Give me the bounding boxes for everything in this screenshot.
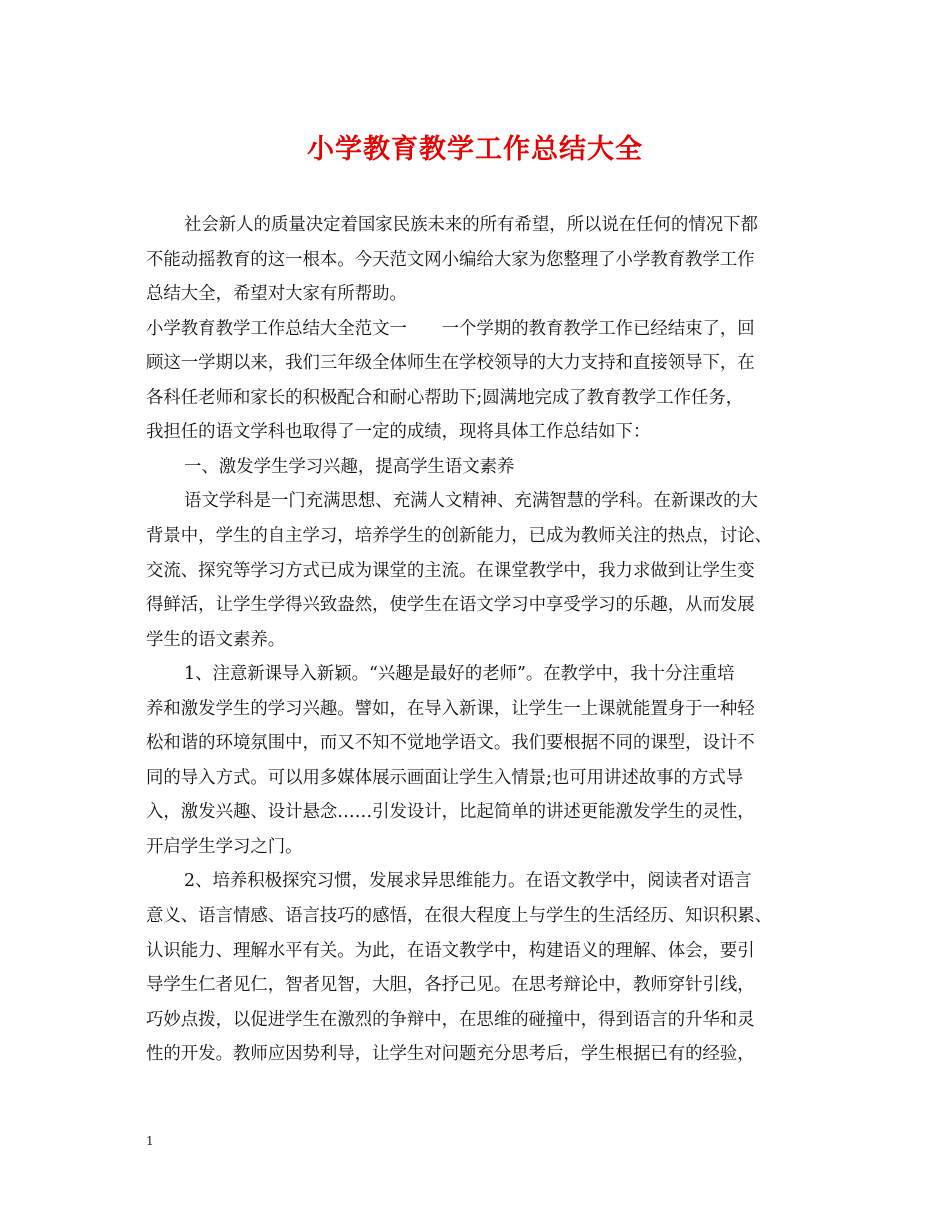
body-text-line: 养和激发学生的学习兴趣。譬如，在导入新课，让学生一上课就能置身于一种轻 [146,698,755,719]
body-text-line: 巧妙点拨，以促进学生在激烈的争辩中，在思维的碰撞中，得到语言的升华和灵 [146,1009,755,1030]
body-text-line: 1、注意新课导入新颖。“兴趣是最好的老师”。在教学中，我十分注重培 [184,664,735,685]
body-text-line: 得鲜活，让学生学得兴致盎然，使学生在语文学习中享受学习的乐趣，从而发展 [146,595,755,615]
body-text-line: 性的开发。教师应因势利导，让学生对问题充分思考后，学生根据已有的经验， [146,1044,755,1065]
body-text-line: 各科任老师和家长的积极配合和耐心帮助下;圆满地完成了教育教学工作任务， [146,387,744,408]
body-text-line: 顾这一学期以来，我们三年级全体师生在学校领导的大力支持和直接领导下，在 [146,353,755,374]
document-title: 小学教育教学工作总结大全 [307,134,643,165]
body-text-line: 社会新人的质量决定着国家民族未来的所有希望，所以说在任何的情况下都 [184,215,758,235]
body-text-line: 我担任的语文学科也取得了一定的成绩，现将具体工作总结如下： [146,422,651,443]
body-text-line: 学生的语文素养。 [146,629,286,650]
body-text-line: 2、培养积极探究习惯，发展求异思维能力。在语文教学中，阅读者对语言 [184,871,752,892]
body-text-line: 语文学科是一门充满思想、充满人文精神、充满智慧的学科。在新课改的大 [184,491,758,512]
body-text-line: 小学教育教学工作总结大全范文一 一个学期的教育教学工作已经结束了，回 [146,318,755,339]
body-text-line: 交流、探究等学习方式已成为课堂的主流。在课堂教学中，我力求做到让学生变 [146,560,755,581]
body-text-line: 一、激发学生学习兴趣，提高学生语文素养 [184,456,515,477]
body-text-line: 导学生仁者见仁，智者见智，大胆，各抒己见。在思考辩论中，教师穿针引线， [146,975,755,996]
body-text-line: 同的导入方式。可以用多媒体展示画面让学生入情景;也可用讲述故事的方式导 [146,767,744,788]
page-number: 1 [146,1134,154,1148]
body-text-line: 松和谐的环境氛围中，而又不知不觉地学语文。我们要根据不同的课型，设计不 [146,733,755,754]
body-text-line: 背景中，学生的自主学习，培养学生的创新能力，已成为教师关注的热点，讨论、 [146,526,773,546]
body-text-line: 开启学生学习之门。 [146,836,303,857]
body-text-line: 认识能力、理解水平有关。为此，在语文教学中，构建语义的理解、体会，要引 [146,940,755,961]
body-text-line: 总结大全，希望对大家有所帮助。 [146,284,407,305]
body-text-line: 意义、语言情感、语言技巧的感悟，在很大程度上与学生的生活经历、知识积累、 [146,906,773,926]
body-text-line: 入，激发兴趣、设计悬念……引发设计，比起简单的讲述更能激发学生的灵性， [146,802,755,823]
body-text-line: 不能动摇教育的这一根本。今天范文网小编给大家为您整理了小学教育教学工作 [146,249,755,270]
